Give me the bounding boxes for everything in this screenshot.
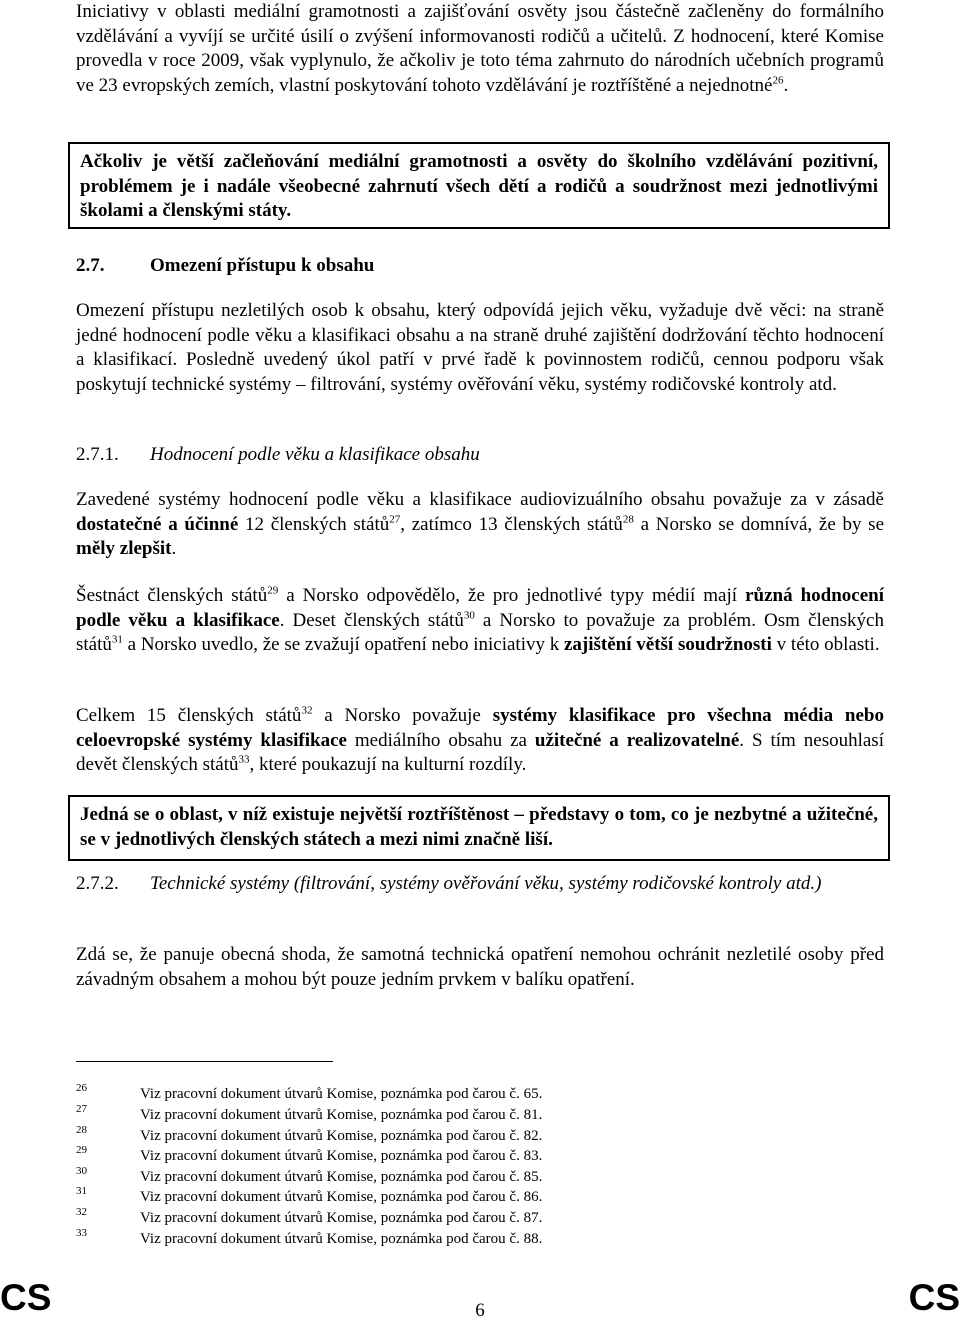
conclusion-box-1: Ačkoliv je větší začleňování mediální gramotnosti a osvěty do školního vzdělávání pozitivní, problémem je i nadále všeobecné zahrnutí všech dětí a rodičů a soudržnost mezi jednotlivými školami a členskými státy. bbox=[68, 142, 890, 229]
paragraph-technical: Zdá se, že panuje obecná shoda, že samotná technická opatření nemohou ochránit nezletilé osoby před závadným obsahem a mohou být pouze jedním prvkem v balíku opatření. bbox=[76, 944, 884, 990]
footnote-ref[interactable]: 29 bbox=[267, 584, 279, 597]
subsection-number: 2.7.2. bbox=[76, 873, 119, 894]
footnote-ref[interactable]: 33 bbox=[238, 753, 250, 766]
footnote-ref[interactable]: 28 bbox=[622, 513, 634, 526]
language-code-left: CS bbox=[0, 1277, 52, 1318]
paragraph-differences: Šestnáct členských států$^{29}$ a Norsko odpovědělo, že pro jednotlivé typy médií mají různá hodnocení podle věku a klasifikace. Deset členských států$^{30}$ a Norsko to považuje za problém. Osm členských států$^{31}$ a Norsko uvedlo, že se zvažují opatření nebo iniciativy k zajištění větší soudržnosti v této oblasti. bbox=[76, 584, 884, 655]
section-heading bbox=[76, 254, 374, 279]
footnote-separator bbox=[76, 1061, 333, 1062]
section-title: Omezení přístupu k obsahu bbox=[150, 255, 375, 276]
paragraph-ratings: Zavedené systémy hodnocení podle věku a klasifikace audiovizuálního obsahu považuje za v zásadě dostatečné a účinné 12 členských států$^{27}$, zatímco 13 členských států$^{28}$ a Norsko se domnívá, že by se měly zlepšit. bbox=[76, 489, 885, 559]
footnote-ref[interactable]: 26 bbox=[772, 74, 784, 87]
subsection-number: 2.7.1. bbox=[76, 444, 119, 465]
paragraph-classification: Celkem 15 členských států$^{32}$ a Norsko považuje systémy klasifikace pro všechna média nebo celoevropské systémy klasifikace mediálního obsahu za užitečné a realizovatelné. S tím nesouhlasí devět členských států$^{33}$, které poukazují na kulturní rozdíly. bbox=[76, 704, 884, 775]
footnote-ref[interactable]: 31 bbox=[111, 633, 123, 646]
subsection-title: Technické systémy (filtrování, systémy ověřování věku, systémy rodičovské kontroly atd.) bbox=[150, 873, 822, 894]
subsection-heading-2 bbox=[76, 872, 884, 897]
intro-paragraph: Iniciativy v oblasti mediální gramotnosti a zajišťování osvěty jsou částečně začleněny do formálního vzdělávání a vyvíjí se určité úsilí o zvýšení informovanosti rodičů a učitelů. Z hodnocení, které Komise provedla v roce 2009, však vyplynulo, že ačkoliv je toto téma zahrnuto do národních učebních programů ve 23 evropských zemích, vlastní poskytování tohoto vzdělávání je roztříštěné a nejednotné$^{26}$. bbox=[76, 1, 884, 96]
footnote-ref[interactable]: 32 bbox=[301, 704, 313, 717]
page-number: 6 bbox=[475, 1300, 485, 1321]
footnote-ref[interactable]: 27 bbox=[389, 513, 401, 526]
section-paragraph: Omezení přístupu nezletilých osob k obsahu, který odpovídá jejich věku, vyžaduje dvě věci: na straně jedné hodnocení podle věku a klasifikaci obsahu a na straně druhé zajištění dodržování těchto hodnocení a klasifikací. Posledně uvedený úkol patří v prvé řadě k povinnostem rodičů, cennou podporu však poskytují technické systémy – filtrování, systémy ověřování věku, systémy rodičovské kontroly atd. bbox=[76, 300, 884, 395]
subsection-title: Hodnocení podle věku a klasifikace obsahu bbox=[150, 444, 480, 465]
section-number: 2.7. bbox=[76, 255, 105, 276]
footnote-ref[interactable]: 30 bbox=[463, 609, 475, 622]
subsection-heading-1 bbox=[76, 443, 480, 468]
conclusion-box-2: Jedná se o oblast, v níž existuje největší roztříštěnost – představy o tom, co je nezbytné a užitečné, se v jednotlivých členských státech a mezi nimi značně liší. bbox=[68, 795, 890, 861]
language-code-right: CS bbox=[908, 1277, 960, 1318]
